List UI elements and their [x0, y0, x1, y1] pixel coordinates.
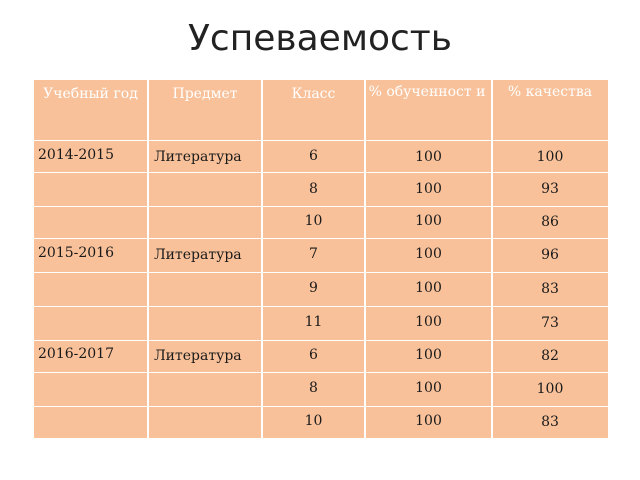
cell-learn-pct: 100: [415, 246, 442, 262]
cell-grade: 11: [304, 314, 323, 330]
cell-learn-pct: 100: [415, 413, 442, 429]
cell-subject: Литература: [154, 149, 242, 165]
cell-quality-pct: 82: [541, 348, 559, 364]
cell-grade: 9: [309, 280, 318, 296]
cell-grade: 10: [304, 413, 323, 429]
cell-quality-pct: 96: [541, 247, 559, 263]
cell-grade: 6: [309, 347, 318, 363]
cell-learn-pct: 100: [415, 213, 442, 229]
cell-year: 2015-2016: [38, 245, 114, 261]
page-title: Успеваемость: [187, 18, 452, 59]
cell-learn-pct: 100: [415, 380, 442, 396]
cell-grade: 8: [309, 181, 318, 197]
cell-subject: Литература: [154, 348, 242, 364]
cell-subject: Литература: [154, 247, 242, 263]
cell-grade: 6: [309, 148, 318, 164]
header-quality-pct: % качества: [507, 84, 593, 100]
header-learn-pct: % обученност и: [368, 84, 486, 100]
cell-grade: 7: [309, 246, 318, 262]
cell-learn-pct: 100: [415, 280, 442, 296]
cell-quality-pct: 86: [541, 214, 559, 230]
cell-year: 2014-2015: [38, 147, 114, 163]
header-year: Учебный год: [43, 86, 138, 102]
cell-quality-pct: 83: [541, 414, 559, 430]
cell-quality-pct: 100: [536, 149, 564, 165]
cell-learn-pct: 100: [415, 347, 442, 363]
cell-grade: 8: [309, 380, 318, 396]
cell-quality-pct: 83: [541, 281, 559, 297]
cell-quality-pct: 73: [541, 315, 559, 331]
cell-year: 2016-2017: [38, 346, 114, 362]
cell-learn-pct: 100: [415, 149, 442, 165]
cell-learn-pct: 100: [415, 314, 442, 330]
header-subject: Предмет: [172, 86, 238, 102]
cell-learn-pct: 100: [415, 181, 442, 197]
cell-grade: 10: [304, 213, 323, 229]
cell-quality-pct: 93: [541, 181, 559, 197]
cell-quality-pct: 100: [536, 381, 564, 397]
header-grade: Класс: [291, 86, 336, 102]
